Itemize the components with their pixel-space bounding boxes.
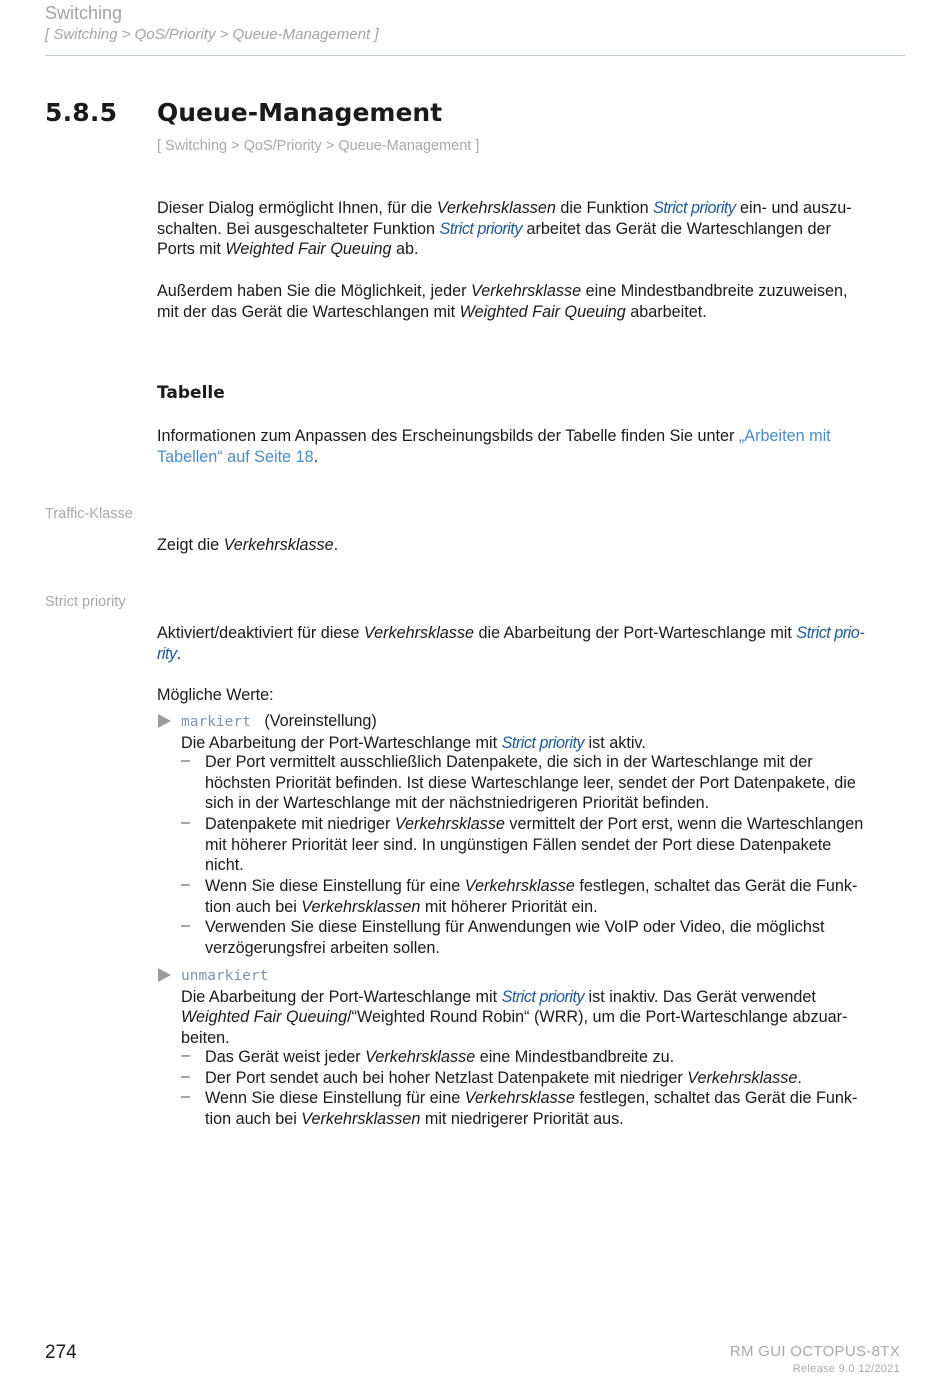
value-unmarked: unmarkiert Die Abarbeitung der Port-Warteschlange mit Strict priority ist inaktiv. Das Gerät verwendet Weighted Fair Queuing/“Weighted Round Robin“ (WRR), um die Port-Warteschlange abzuar- beiten. bbox=[181, 968, 848, 1047]
dash-bullet: – bbox=[181, 814, 190, 831]
marked-detail-3: Wenn Sie diese Einstellung für eine Verkehrsklasse festlegen, schaltet das Gerät die Funk- tion auch bei Verkehrsklassen mit höherer Priorität ein. bbox=[205, 877, 858, 916]
marked-detail-2: Datenpakete mit niedriger Verkehrsklasse vermittelt der Port erst, wenn die Warteschlangen mit höherer Priorität leer sind. In ungünstigen Fällen sendet der Port diese Datenpakete nicht. bbox=[205, 815, 864, 875]
unmarked-detail-2: Der Port sendet auch bei hoher Netzlast Datenpakete mit niedriger Verkehrsklasse. bbox=[205, 1069, 802, 1087]
unmarked-detail-3: Wenn Sie diese Einstellung für eine Verkehrsklasse festlegen, schaltet das Gerät die Funk- tion auch bei Verkehrsklassen mit niedrigerer Priorität aus. bbox=[205, 1089, 858, 1128]
possible-values-label: Mögliche Werte: bbox=[157, 686, 274, 704]
value-unmarked-code: unmarkiert bbox=[181, 968, 269, 984]
table-help-link[interactable]: „Arbeiten mit bbox=[738, 427, 831, 445]
header-divider bbox=[45, 55, 905, 56]
section-number: 5.8.5 bbox=[45, 98, 118, 127]
dash-bullet: – bbox=[181, 752, 190, 769]
triangle-bullet-icon bbox=[157, 713, 172, 729]
dash-bullet: – bbox=[181, 1047, 190, 1064]
dash-bullet: – bbox=[181, 1068, 190, 1085]
intro-paragraph-2: Außerdem haben Sie die Möglichkeit, jeder Verkehrsklasse eine Mindestbandbreite zuzuweisen, mit der das Gerät die Warteschlangen mit Weighted Fair Queuing abarbeitet. bbox=[157, 282, 848, 321]
traffic-class-description: Zeigt die Verkehrsklasse. bbox=[157, 536, 339, 554]
footer-release: Release 9.0 12/2021 bbox=[792, 1363, 900, 1375]
strict-priority-description: Aktiviert/deaktiviert für diese Verkehrsklasse die Abarbeitung der Port-Warteschlange mit Strict prio- rity. bbox=[157, 624, 865, 663]
value-marked-code: markiert bbox=[181, 714, 251, 730]
value-marked: markiert (Voreinstellung) Die Abarbeitung der Port-Warteschlange mit Strict priority ist aktiv. bbox=[181, 712, 646, 752]
section-breadcrumb: [ Switching > QoS/Priority > Queue-Management ] bbox=[157, 138, 480, 154]
term-traffic-class: Traffic-Klasse bbox=[45, 506, 133, 522]
table-heading: Tabelle bbox=[157, 383, 225, 403]
unmarked-detail-1: Das Gerät weist jeder Verkehrsklasse eine Mindestbandbreite zu. bbox=[205, 1048, 675, 1066]
page-number: 274 bbox=[45, 1342, 77, 1363]
intro-paragraph-1: Dieser Dialog ermöglicht Ihnen, für die Verkehrsklassen die Funktion Strict priority ein- und auszu- schalten. Bei ausgeschalteter Funktion Strict priority arbeitet das Gerät die Warteschlangen der Ports mit Weighted Fair Queuing ab. bbox=[157, 199, 852, 259]
term-strict-priority: Strict priority bbox=[45, 594, 126, 610]
running-header-title: Switching bbox=[45, 3, 123, 23]
footer-product: RM GUI OCTOPUS-8TX bbox=[729, 1343, 900, 1360]
table-help-link-cont[interactable]: Tabellen“ auf Seite 18 bbox=[157, 447, 314, 466]
table-info-paragraph: Informationen zum Anpassen des Erscheinungsbilds der Tabelle finden Sie unter „Arbeiten mit Tabellen“ auf Seite 18. bbox=[157, 427, 831, 466]
dash-bullet: – bbox=[181, 917, 190, 934]
dash-bullet: – bbox=[181, 876, 190, 893]
section-title: Queue-Management bbox=[157, 98, 443, 127]
marked-detail-4: Verwenden Sie diese Einstellung für Anwendungen wie VoIP oder Video, die möglichst verzögerungsfrei arbeiten sollen. bbox=[205, 918, 825, 957]
running-header-breadcrumb: [ Switching > QoS/Priority > Queue-Management ] bbox=[45, 26, 379, 43]
triangle-bullet-icon bbox=[157, 967, 172, 983]
dash-bullet: – bbox=[181, 1088, 190, 1105]
marked-detail-1: Der Port vermittelt ausschließlich Datenpakete, die sich in der Warteschlange mit der höchsten Priorität befinden. Ist diese Warteschlange leer, sendet der Port Datenpakete, die sich in der Warteschlange mit der nächstniedrigeren Priorität befinden. bbox=[205, 753, 856, 813]
